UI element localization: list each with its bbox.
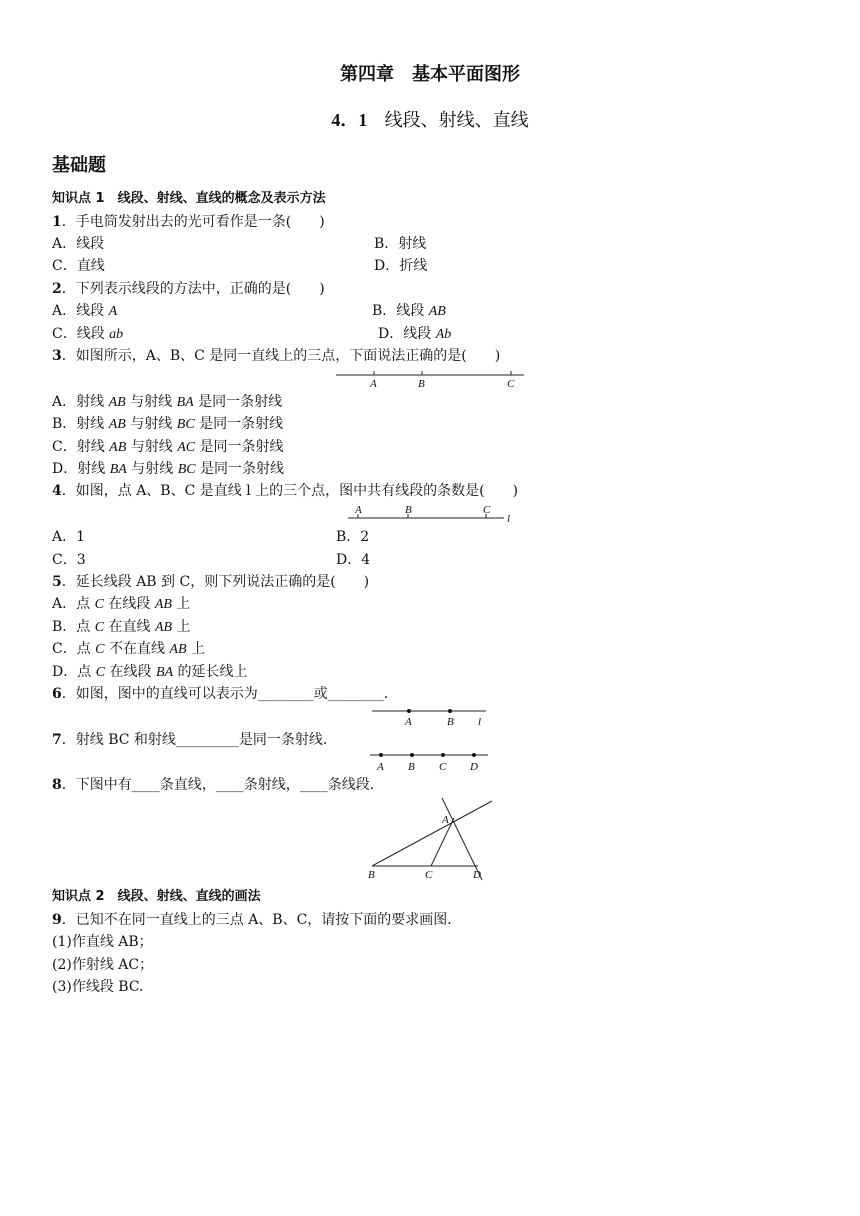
option-text: 是同一条射线 bbox=[195, 461, 285, 477]
option-text: C．线段 bbox=[52, 326, 110, 342]
question-4 bbox=[52, 481, 518, 501]
option-text: 与射线 bbox=[126, 439, 178, 455]
option-variable: C bbox=[94, 620, 105, 635]
q7-figure bbox=[368, 746, 492, 774]
q2-option-d bbox=[378, 324, 451, 345]
option-variable: AB bbox=[428, 304, 446, 319]
q4-option-b: B．2 bbox=[336, 529, 370, 545]
option-variable: C bbox=[94, 597, 104, 612]
option-text: B．线段 bbox=[372, 303, 429, 319]
option-variable: AB bbox=[108, 417, 126, 432]
q3-option-a bbox=[52, 392, 282, 413]
option-text: 上 bbox=[172, 619, 191, 635]
point-label: A bbox=[442, 814, 449, 826]
question-6 bbox=[52, 684, 398, 704]
option-text: 与射线 bbox=[126, 461, 178, 477]
option-text: 上 bbox=[186, 641, 205, 657]
q8-figure bbox=[360, 796, 500, 886]
option-variable: BA bbox=[155, 665, 174, 680]
question-1 bbox=[52, 212, 325, 232]
question-stem: ．如图所示，A、B、C 是同一直线上的三点，下面说法正确的是( ) bbox=[61, 348, 501, 364]
option-variable: AB bbox=[155, 620, 173, 635]
q1-option-d: D．折线 bbox=[374, 258, 428, 274]
q2-option-b bbox=[372, 301, 446, 322]
q5-option-a bbox=[52, 594, 190, 615]
q3-option-b bbox=[52, 414, 283, 435]
question-number: 8 bbox=[52, 777, 62, 793]
q4-option-a: A．1 bbox=[52, 529, 86, 545]
point-label: B bbox=[408, 761, 415, 773]
question-7 bbox=[52, 730, 337, 750]
point-label: C bbox=[483, 504, 491, 516]
q9-part-1: (1)作直线 AB； bbox=[52, 934, 153, 950]
option-text: C．射线 bbox=[52, 439, 110, 455]
q5-option-b bbox=[52, 617, 191, 638]
point-label: D bbox=[470, 761, 478, 773]
question-3 bbox=[52, 346, 500, 366]
option-text: 与射线 bbox=[125, 416, 177, 432]
question-number: 9 bbox=[52, 912, 62, 928]
q4-figure bbox=[346, 503, 522, 525]
option-text: D．射线 bbox=[52, 461, 110, 477]
option-variable: AB bbox=[169, 642, 187, 657]
question-stem: ．延长线段 AB 到 C，则下列说法正确的是( ) bbox=[61, 574, 370, 590]
option-text: 上 bbox=[171, 596, 191, 612]
question-stem: ．已知不在同一直线上的三点 A、B、C，请按下面的要求画图． bbox=[61, 912, 462, 928]
section-number: 4．1 bbox=[331, 110, 368, 130]
option-text: A．点 bbox=[52, 596, 95, 612]
question-9 bbox=[52, 910, 461, 930]
point-label: C bbox=[439, 761, 447, 773]
question-number: 1 bbox=[52, 214, 62, 230]
q1-option-a: A．线段 bbox=[52, 236, 105, 252]
q4-option-c: C．3 bbox=[52, 552, 86, 568]
option-text: 的延长线上 bbox=[173, 664, 248, 680]
q2-option-a bbox=[52, 301, 117, 322]
point-label: A bbox=[355, 504, 362, 516]
q9-part-3: (3)作线段 BC. bbox=[52, 979, 144, 995]
option-text: A．线段 bbox=[52, 303, 109, 319]
question-number: 3 bbox=[52, 348, 62, 364]
point-label: D bbox=[473, 869, 481, 881]
question-number: 6 bbox=[52, 686, 62, 702]
option-variable: AB bbox=[108, 395, 126, 410]
level-heading: 基础题 bbox=[52, 155, 106, 176]
option-variable: C bbox=[95, 642, 105, 657]
option-variable: Ab bbox=[435, 327, 452, 342]
option-variable: BC bbox=[176, 417, 195, 432]
option-variable: BA bbox=[176, 395, 194, 410]
option-text: B．点 bbox=[52, 619, 95, 635]
option-variable: BA bbox=[109, 462, 127, 477]
question-number: 4 bbox=[52, 483, 62, 499]
q5-option-d bbox=[52, 662, 248, 683]
chapter-title: 第四章 基本平面图形 bbox=[340, 64, 520, 85]
question-stem: ．手电筒发射出去的光可看作是一条( ) bbox=[61, 214, 325, 230]
q1-option-b: B．射线 bbox=[374, 236, 427, 252]
point-label: B bbox=[418, 378, 425, 390]
question-stem: ．如图，点 A、B、C 是直线 l 上的三个点，图中共有线段的条数是( ) bbox=[61, 483, 519, 499]
option-text: B．射线 bbox=[52, 416, 109, 432]
q2-option-c bbox=[52, 324, 123, 345]
q4-option-d: D．4 bbox=[336, 552, 371, 568]
option-variable: ab bbox=[109, 327, 124, 342]
option-text: 是同一条射线 bbox=[195, 439, 284, 455]
option-text: 不在直线 bbox=[104, 641, 170, 657]
q3-option-d bbox=[52, 459, 284, 480]
option-variable: AB bbox=[154, 597, 172, 612]
point-label: A bbox=[377, 761, 384, 773]
option-variable: A bbox=[108, 304, 118, 319]
q6-figure bbox=[370, 703, 494, 729]
point-label: B bbox=[447, 716, 454, 728]
point-label: A bbox=[370, 378, 377, 390]
question-8 bbox=[52, 775, 384, 795]
option-variable: AC bbox=[177, 440, 196, 455]
question-5 bbox=[52, 572, 369, 592]
option-text: D．点 bbox=[52, 664, 96, 680]
option-text: 是同一条射线 bbox=[194, 416, 284, 432]
option-text: A．射线 bbox=[52, 394, 109, 410]
line-label: l bbox=[478, 716, 482, 728]
option-text: D．线段 bbox=[378, 326, 436, 342]
option-variable: C bbox=[95, 665, 106, 680]
point-label: C bbox=[425, 869, 433, 881]
question-stem: ．射线 BC 和射线_________是同一条射线． bbox=[61, 732, 337, 748]
knowledge-point-2: 知识点 2 线段、射线、直线的画法 bbox=[52, 889, 261, 904]
q3-figure bbox=[334, 368, 534, 390]
option-text: 在直线 bbox=[104, 619, 155, 635]
option-text: 在线段 bbox=[105, 664, 156, 680]
option-text: 在线段 bbox=[103, 596, 155, 612]
question-stem: ．下图中有____条直线，____条射线，____条线段． bbox=[61, 777, 384, 793]
question-stem: ．如图，图中的直线可以表示为________或________． bbox=[61, 686, 398, 702]
option-text: C．点 bbox=[52, 641, 96, 657]
point-label: C bbox=[507, 378, 515, 390]
option-text: 是同一条射线 bbox=[193, 394, 283, 410]
question-2 bbox=[52, 279, 325, 299]
question-number: 5 bbox=[52, 574, 62, 590]
q3-option-c bbox=[52, 437, 284, 458]
question-number: 7 bbox=[52, 732, 62, 748]
section-title bbox=[0, 107, 860, 134]
point-label: A bbox=[405, 716, 412, 728]
q5-option-c bbox=[52, 639, 205, 660]
q1-option-c: C．直线 bbox=[52, 258, 105, 274]
q9-part-2: (2)作射线 AC； bbox=[52, 957, 154, 973]
point-label: B bbox=[405, 504, 412, 516]
point-label: B bbox=[368, 869, 375, 881]
line-label: l bbox=[507, 513, 511, 525]
option-text: 与射线 bbox=[125, 394, 177, 410]
question-stem: ．下列表示线段的方法中，正确的是( ) bbox=[61, 281, 325, 297]
option-variable: AB bbox=[109, 440, 127, 455]
section-name: 线段、射线、直线 bbox=[384, 110, 529, 131]
knowledge-point-1: 知识点 1 线段、射线、直线的概念及表示方法 bbox=[52, 191, 326, 206]
question-number: 2 bbox=[52, 281, 62, 297]
option-variable: BC bbox=[177, 462, 196, 477]
